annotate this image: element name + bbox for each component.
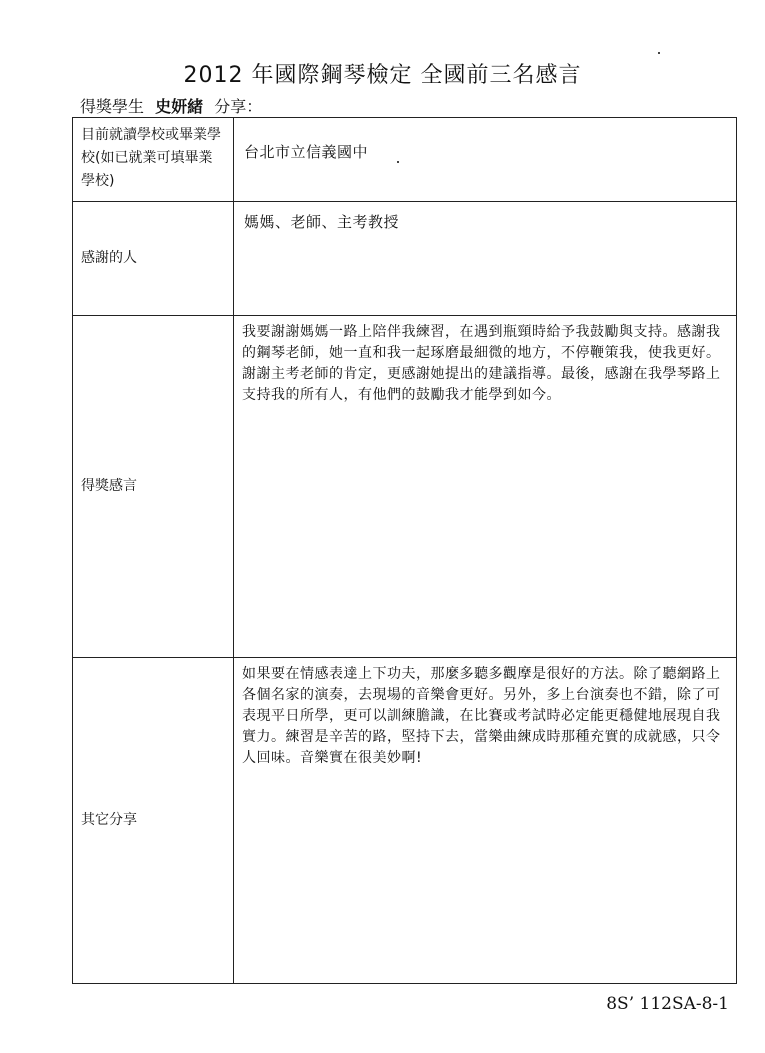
document-title: 2012 年國際鋼琴檢定 全國前三名感言 — [183, 63, 582, 88]
value-other — [234, 658, 737, 984]
form-code: 8S’ 112SA-8-1 — [606, 994, 729, 1014]
thanks-answer: 媽媽、老師、主考教授 — [244, 213, 400, 231]
label-school — [73, 118, 234, 202]
label-thanks-text: 感謝的人 — [81, 250, 137, 266]
sharing-form-table — [72, 117, 737, 984]
label-speech — [73, 316, 234, 658]
label-school-text: 目前就讀學校或畢業學校(如已就業可填畢業學校) — [81, 127, 221, 189]
scan-speck — [658, 52, 660, 54]
value-school — [234, 118, 737, 202]
label-other-text: 其它分享 — [81, 812, 137, 828]
header-suffix: 分享： — [214, 97, 263, 116]
label-thanks — [73, 202, 234, 316]
value-thanks — [234, 202, 737, 316]
student-header — [80, 94, 262, 117]
value-speech — [234, 316, 737, 658]
other-answer: 如果要在情感表達上下功夫，那麼多聽多觀摩是很好的方法。除了聽網路上各個名家的演奏，去現場的音樂會更好。另外，多上台演奏也不錯，除了可表現平日所學，更可以訓練膽識，在比賽或考試時必定能更穩健地展現自我實力。練習是辛苦的路，堅持下去，當樂曲練成時那種充實的成就感，只令人回味。音樂實在很美妙啊! — [242, 666, 721, 766]
row-thanks — [73, 202, 737, 316]
speech-answer: 我要謝謝媽媽一路上陪伴我練習，在遇到瓶頸時給予我鼓勵與支持。感謝我的鋼琴老師，她一直和我一起琢磨最細微的地方，不停鞭策我，使我更好。謝謝主考老師的肯定，更感謝她提出的建議指導。最後，感謝在我學琴路上支持我的所有人，有他們的鼓勵我才能學到如今。 — [242, 324, 721, 403]
row-school — [73, 118, 737, 202]
header-prefix: 得獎學生 — [80, 97, 145, 116]
scan-speck — [397, 161, 399, 163]
row-other — [73, 658, 737, 984]
school-answer: 台北市立信義國中 — [244, 143, 369, 161]
label-speech-text: 得獎感言 — [81, 478, 137, 494]
row-speech — [73, 316, 737, 658]
label-other — [73, 658, 234, 984]
student-name: 史妍緒 — [155, 97, 204, 116]
